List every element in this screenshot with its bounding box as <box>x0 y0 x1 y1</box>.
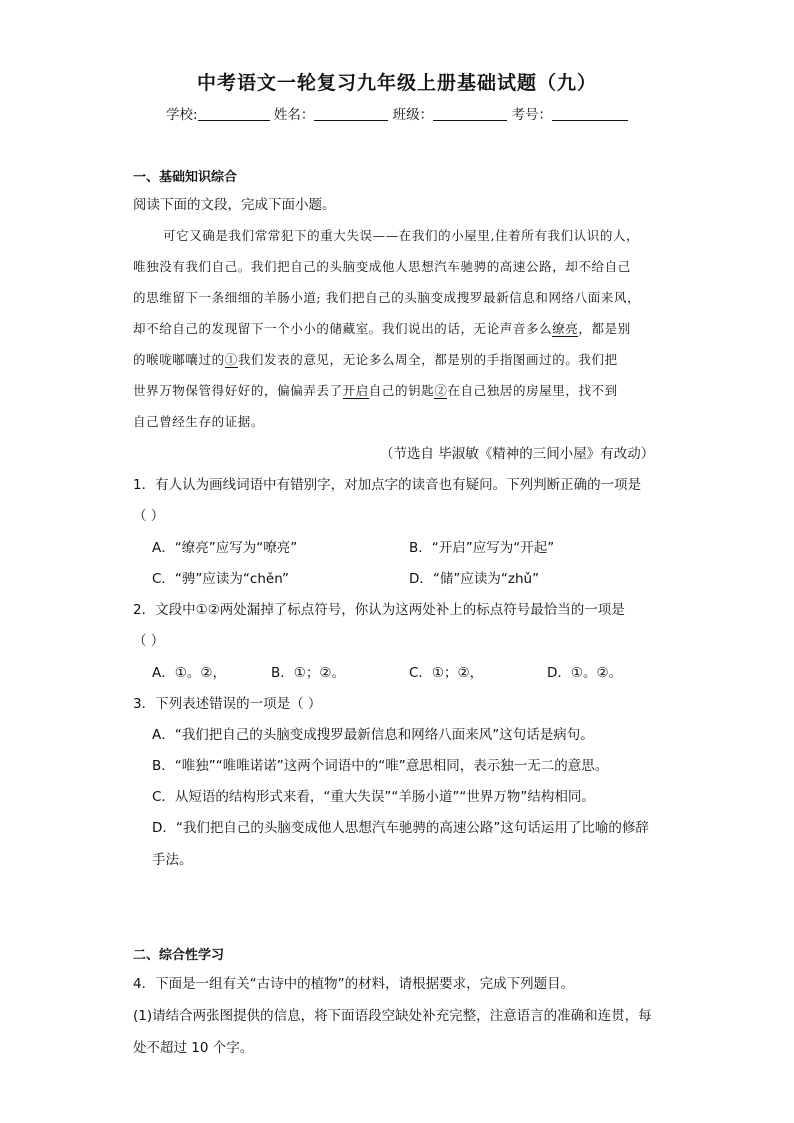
passage-line-4 <box>133 319 631 337</box>
q3-option-a[interactable]: A．“我们把自己的头脑变成搜罗最新信息和网络八面来风”这句话是病句。 <box>152 727 594 743</box>
page-title: 中考语文一轮复习九年级上册基础试题（九） <box>196 72 597 94</box>
underlined-word-kaiqi: 开启 <box>342 383 369 398</box>
name-blank[interactable] <box>314 106 388 121</box>
passage-line-7: 自己曾经生存的证据。 <box>133 414 265 429</box>
q1-answer-paren[interactable]: （ ） <box>133 508 165 524</box>
q1-option-b[interactable]: B．“开启”应写为“开起” <box>409 540 555 556</box>
section2-heading: 二、综合性学习 <box>133 948 225 963</box>
blank-mark-2: ② <box>434 383 448 398</box>
q3-option-c[interactable]: C．从短语的结构形式来看，“重大失误”“羊肠小道”“世界万物”结构相同。 <box>152 789 595 805</box>
q4-sub1-line-1: (1)请结合两张图提供的信息，将下面语段空缺处补充完整，注意语言的准确和连贯，每 <box>133 1008 652 1024</box>
class-blank[interactable] <box>433 106 507 121</box>
passage-source: （节选自 毕淑敏《精神的三间小屋》有改动） <box>380 446 655 462</box>
q3-option-b[interactable]: B．“唯独”“唯唯诺诺”这两个词语中的“唯”意思相同，表示独一无二的意思。 <box>152 758 609 774</box>
q4-sub1-line-2: 处不超过 10 个字。 <box>133 1040 254 1056</box>
q1-option-d[interactable]: D．“储”应读为“zhǔ” <box>409 571 540 587</box>
q1-option-c[interactable]: C．“骋”应读为“chěn” <box>152 571 290 587</box>
passage-line-4-tail: ，都是别 <box>578 321 631 336</box>
blank-mark-1: ① <box>224 352 238 367</box>
section1-heading: 一、基础知识综合 <box>133 170 238 185</box>
passage-line-6 <box>133 381 618 399</box>
exam-no-label: 考号： <box>511 107 552 123</box>
q1-option-a[interactable]: A．“缭亮”应写为“嘹亮” <box>152 540 298 556</box>
passage-line-6-mid: 自己的钥匙 <box>368 383 435 398</box>
q2-option-c[interactable]: C．①；②， <box>409 665 484 681</box>
class-label: 班级： <box>392 107 434 123</box>
q3-stem: 3．下列表述错误的一项是（ ） <box>133 696 322 712</box>
underlined-word-liaoliang: 缭亮 <box>552 321 579 336</box>
section1-instruction: 阅读下面的文段，完成下面小题。 <box>133 197 336 213</box>
q3-option-d-continued: 手法。 <box>152 852 193 868</box>
q2-stem: 2．文段中①②两处漏掉了标点符号，你认为这两处补上的标点符号最恰当的一项是 <box>133 602 625 618</box>
school-blank[interactable] <box>198 106 270 121</box>
q2-option-d[interactable]: D．①。②。 <box>547 665 623 681</box>
q2-answer-paren[interactable]: （ ） <box>133 633 165 649</box>
name-label: 姓名： <box>273 107 315 123</box>
passage-line-1: 可它又确是我们常常犯下的重大失误——在我们的小屋里,住着所有我们认识的人， <box>163 228 640 243</box>
passage-line-5-tail: 我们发表的意见，无论多么周全，都是别的手指图画过的。我们把 <box>237 352 618 367</box>
exam-no-blank[interactable] <box>552 106 628 121</box>
passage-line-4-head: 却不给自己的发现留下一个小小的储藏室。我们说出的话，无论声音多么 <box>133 321 553 336</box>
student-info-line <box>0 103 794 123</box>
passage-line-6-tail: 在自己独居的房屋里，找不到 <box>447 383 618 398</box>
passage-line-5 <box>133 350 618 368</box>
passage-line-5-head: 的喉咙嘟嚷过的 <box>133 352 225 367</box>
q4-stem: 4．下面是一组有关“古诗中的植物”的材料，请根据要求，完成下列题目。 <box>133 976 575 992</box>
passage-line-2: 唯独没有我们自己。我们把自己的头脑变成他人思想汽车驰骋的高速公路，却不给自己 <box>133 259 631 274</box>
q2-option-a[interactable]: A．①。②， <box>152 665 226 681</box>
q2-option-b[interactable]: B．①；②。 <box>271 665 345 681</box>
q3-option-d[interactable]: D．“我们把自己的头脑变成他人思想汽车驰骋的高速公路”这句话运用了比喻的修辞 <box>152 820 649 836</box>
passage-line-3: 的思维留下一条细细的羊肠小道; 我们把自己的头脑变成搜罗最新信息和网络八面来风， <box>133 290 641 305</box>
school-label: 学校: <box>166 107 198 123</box>
passage-line-6-head: 世界万物保管得好好的，偏偏弄丢了 <box>133 383 343 398</box>
q1-stem: 1．有人认为画线词语中有错别字，对加点字的读音也有疑问。下列判断正确的一项是 <box>133 477 642 493</box>
